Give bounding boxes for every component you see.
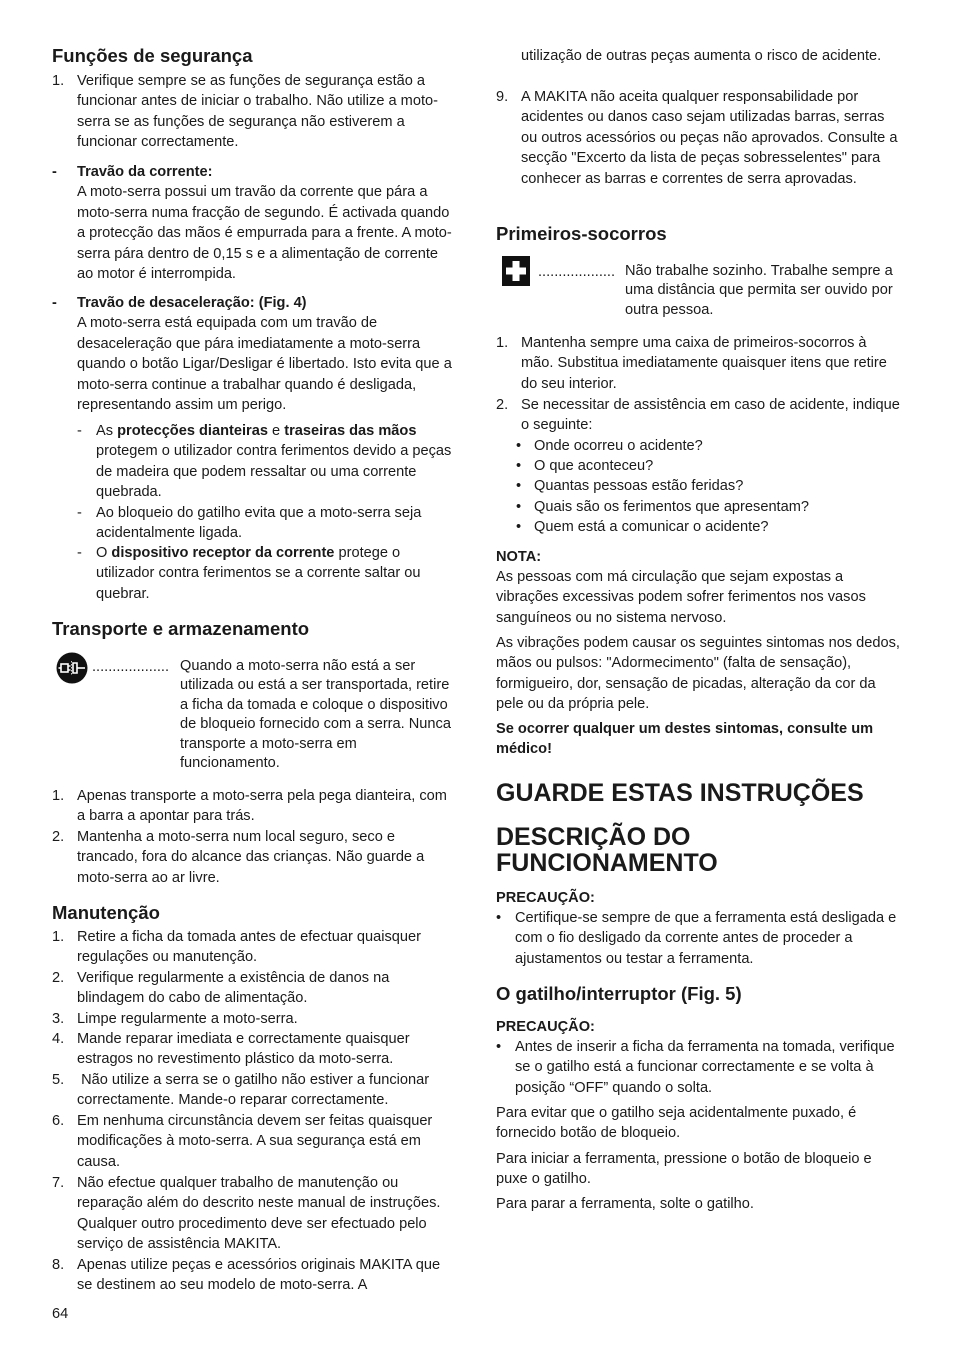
transport-heading: Transporte e armazenamento xyxy=(52,618,310,639)
maintenance-heading: Manutenção xyxy=(52,902,160,923)
chain-catcher-item: - O dispositivo receptor da corrente protege o utilizador contra ferimentos se a corrente saltar ou quebrar. xyxy=(77,545,421,602)
transport-notice: Quando a moto-serra não está a ser utilizada ou está a ser transportada, retire a ficha da tomada e coloque o dispositivo de bloqueio fornecido com a serra. Nunca transporte a moto-serra em funcionamento. xyxy=(180,658,451,772)
chain-brake: - Travão da corrente: A moto-serra possui um travão da corrente que pára a moto-serra numa fracção de segundo. É activada quando a protecção das mãos é empurrada para a frente. A moto-serra pára dentro de 0,15 s e a alimentação de corrente ao motor é interrompida. xyxy=(52,162,456,284)
maintenance-item-7: 7. Não efectue qualquer trabalho de manutenção ou reparação além do descrito neste manual de instruções. Qualquer outro procedimento deve ser efectuado pelo serviço de assistência MAKITA. xyxy=(52,1175,441,1253)
maintenance-item-4: 4. Mande reparar imediata e correctamente quaisquer estragos no revestimento plástico da moto-serra. xyxy=(52,1031,410,1068)
firstaid-item-2: 2. Se necessitar de assistência em caso de acidente, indique o seguinte: xyxy=(496,397,900,434)
first-aid-icon xyxy=(502,256,530,286)
safety-item-1: 1. Verifique sempre se as funções de segurança estão a funcionar antes de iniciar o trabalho. Não utilize a moto-serra se as funções de segurança não estiverem a funcionar correctamente. xyxy=(52,73,438,151)
trigger-p1: Para evitar que o gatilho seja acidentalmente puxado, é fornecido botão de bloqueio. xyxy=(496,1105,857,1142)
maintenance-item-8: 8. Apenas utilize peças e acessórios originais MAKITA que se destinem ao seu modelo de moto-serra. A xyxy=(52,1257,441,1294)
maintenance-item-6: 6. Em nenhuma circunstância devem ser feitas quaisquer modificações à moto-serra. A sua segurança está em causa. xyxy=(52,1113,433,1170)
unplug-icon xyxy=(56,652,88,684)
transport-item-1: 1. Apenas transporte a moto-serra pela pega dianteira, com a barra a apontar para trás. xyxy=(52,788,447,825)
page-number: 64 xyxy=(52,1306,69,1322)
maintenance-item-1: 1. Retire a ficha da tomada antes de efectuar quaisquer regulações ou manutenção. xyxy=(52,929,421,966)
maintenance-item-5: 5. Não utilize a serra se o gatilho não estiver a funcionar correctamente. Mande-o reparar correctamente. xyxy=(52,1072,434,1109)
firstaid-heading: Primeiros-socorros xyxy=(496,223,667,244)
trigger-p2: Para iniciar a ferramenta, pressione o botão de bloqueio e puxe o gatilho. xyxy=(496,1151,872,1188)
safety-heading: Funções de segurança xyxy=(52,45,253,66)
hand-guards-item: - As protecções dianteiras e traseiras das mãos protegem o utilizador contra ferimentos devido a peças de madeira que podem ressaltar ou uma corrente quebrada. xyxy=(77,423,452,501)
precaution-bullet-1: • Certifique-se sempre de que a ferramenta está desligada e com o fio desligado da corrente antes de proceder a ajustamentos ou testar a ferramenta. xyxy=(496,910,897,967)
firstaid-bullet-1: • Onde ocorreu o acidente? xyxy=(516,438,703,454)
precaution-bullet-2: • Antes de inserir a ficha da ferramenta na tomada, verifique se o gatilho está a funcionar correctamente e se volta à posição “OFF” quando o solta. xyxy=(496,1039,895,1096)
decel-brake-title: Travão de desaceleração: (Fig. 4) xyxy=(77,295,307,311)
note-p1: As pessoas com má circulação que sejam expostas a vibrações excessivas podem sofrer ferimentos nos vasos sanguíneos ou no sistema nervoso. xyxy=(496,569,866,626)
firstaid-bullet-3: • Quantas pessoas estão feridas? xyxy=(516,478,744,494)
maintenance-item-2: 2. Verifique regularmente a existência de danos na blindagem do cabo de alimentação. xyxy=(52,970,390,1007)
description-heading-line-1: DESCRIÇÃO DO xyxy=(496,823,691,851)
note-label: NOTA: xyxy=(496,549,542,565)
firstaid-item-1: 1. Mantenha sempre uma caixa de primeiros-socorros à mão. Substitua imediatamente quaisquer itens que retire do seu interior. xyxy=(496,335,887,392)
description-heading-line-2: FUNCIONAMENTO xyxy=(496,849,718,877)
chain-brake-title: Travão da corrente: xyxy=(77,164,213,180)
firstaid-bullet-5: • Quem está a comunicar o acidente? xyxy=(516,519,769,535)
trigger-p3: Para parar a ferramenta, solte o gatilho. xyxy=(496,1196,754,1212)
trigger-lock-item: - Ao bloqueio do gatilho evita que a moto-serra seja acidentalmente ligada. xyxy=(77,505,422,542)
note-p2: As vibrações podem causar os seguintes sintomas nos dedos, mãos ou pulsos: "Adormecimento" (falta de sensação), formigueiro, dor, sensação de picadas, alteração da cor da pele ou da própria pele. xyxy=(496,635,900,713)
save-instructions-heading: GUARDE ESTAS INSTRUÇÕES xyxy=(496,779,864,807)
decel-brake: - Travão de desaceleração: (Fig. 4) A moto-serra está equipada com um travão de desaceleração que pára imediatamente a moto-serra quando o botão Ligar/Desligar é libertado. Isto evita que a moto-serra continue a trabalhar quando é desligada, representando assim um perigo. xyxy=(52,293,456,415)
item-8-continuation: utilização de outras peças aumenta o risco de acidente. xyxy=(521,48,882,64)
transport-item-2: 2. Mantenha a moto-serra num local seguro, seco e trancado, fora do alcance das crianças. Não guarde a moto-serra ao ar livre. xyxy=(52,829,425,886)
decel-brake-text: A moto-serra está equipada com um travão de desaceleração que pára imediatamente a moto-serra quando o botão Ligar/Desligar é libertado. Isto evita que a moto-serra continue a trabalhar quando é desligada, representando assim um perigo. xyxy=(77,315,452,414)
firstaid-notice: Não trabalhe sozinho. Trabalhe sempre a uma distância que permita ser ouvido por outra pessoa. xyxy=(625,263,893,318)
transport-dots: ................... xyxy=(92,659,170,675)
note-bold: Se ocorrer qualquer um destes sintomas, consulte um médico! xyxy=(496,721,874,758)
item-9: 9. A MAKITA não aceita qualquer responsabilidade por acidentes ou danos caso sejam utilizadas barras, serras ou outros acessórios ou peças não aprovados. Consulte a secção "Excerto da lista de peças sobresselentes" para conhecer as barras e correntes de serra aprovadas. xyxy=(496,89,898,187)
precaution-label-1: PRECAUÇÃO: xyxy=(496,890,595,906)
chain-brake-text: A moto-serra possui um travão da corrente que pára a moto-serra numa fracção de segundo. É activada quando a protecção das mãos é empurrada para a frente. A moto-serra pára dentro de 0,15 s e a alimentação de corrente ao motor é interrompida. xyxy=(77,184,452,283)
maintenance-item-3: 3. Limpe regularmente a moto-serra. xyxy=(52,1011,298,1027)
firstaid-dots: ................... xyxy=(538,264,616,280)
firstaid-bullet-2: • O que aconteceu? xyxy=(516,458,654,474)
precaution-label-2: PRECAUÇÃO: xyxy=(496,1019,595,1035)
trigger-heading: O gatilho/interruptor (Fig. 5) xyxy=(496,983,742,1004)
firstaid-bullet-4: • Quais são os ferimentos que apresentam? xyxy=(516,499,810,515)
